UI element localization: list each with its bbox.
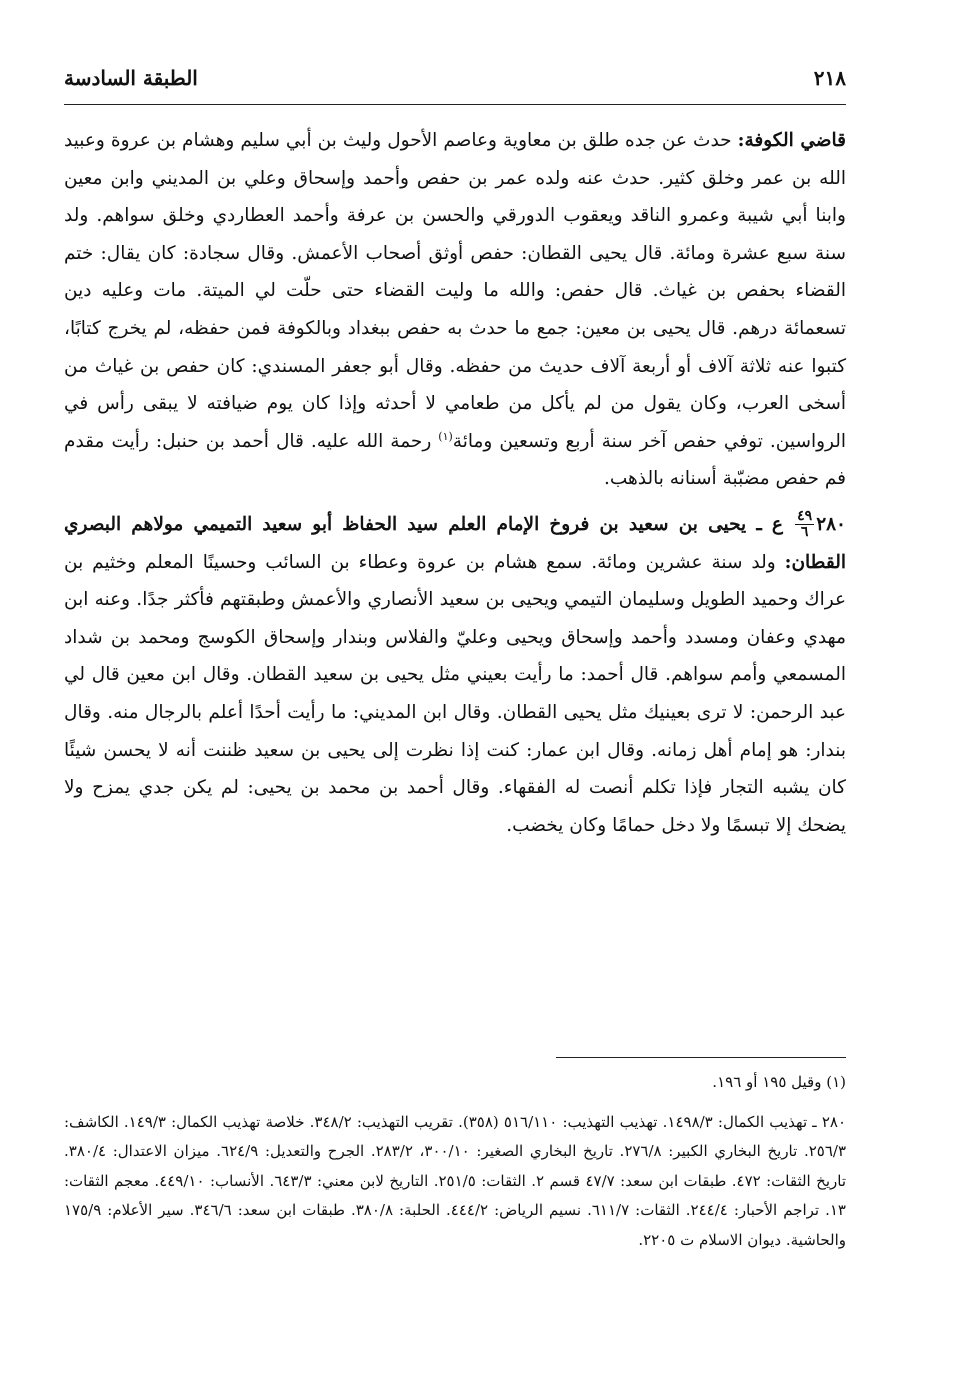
header-rule bbox=[64, 104, 846, 105]
footnote-rule bbox=[556, 1057, 846, 1058]
paragraph-lead: قاضي الكوفة: bbox=[737, 130, 846, 151]
running-title: الطبقة السادسة bbox=[64, 66, 198, 90]
paragraph-hafs bbox=[64, 122, 846, 498]
main-text bbox=[64, 122, 846, 844]
footnote-ref[interactable]: (١) bbox=[438, 429, 453, 443]
entry-text: ولد سنة عشرين ومائة. سمع هشام بن عروة وعطاء بن السائب وحسينًا المعلم وخثيم بن عراك وحميد الطويل وسليمان التيمي ويحيى بن سعيد الأنصاري والأعمش وطبقتهم فأكثر جدًا. وعنه ابن مهدي وعفان ومسدد وأحمد وإسحاق ويحيى وعليّ والفلاس وبندار وإسحاق الكوسج ومحمد بن شداد المسمعي وأمم سواهم. قال أحمد: ما رأيت بعيني مثل يحيى بن سعيد القطان. وقال ابن معين قال لي عبد الرحمن: لا ترى بعينيك مثل يحيى القطان. وقال ابن المديني: ما رأيت أحدًا أعلم بالرجال منه. وقال بندار: هو إمام أهل زمانه. وقال ابن عمار: كنت إذا نظرت إلى يحيى بن سعيد ظننت أنه لا يحسن شيئًا كان يشبه التجار فإذا تكلم أنصت له الفقهاء. وقال أحمد بن محمد بن يحيى: لم يكن جدي يمزح ولا يضحك إلا تبسمًا ولا دخل حمامًا وكان يخضب. bbox=[64, 551, 846, 836]
footnote-1: (١) وقيل ١٩٥ أو ١٩٦. bbox=[712, 1073, 846, 1091]
fraction-top: ٤٩ bbox=[797, 508, 813, 525]
page-number: ٢١٨ bbox=[813, 66, 846, 90]
footnote-280-sources: ٢٨٠ ـ تهذيب الكمال: ١٤٩٨/٣. تهذيب التهذيب: ٥١٦/١١٠ (٣٥٨). تقريب التهذيب: ٣٤٨/٢. خلاصة تهذيب الكمال: ١٤٩/٣. الكاشف: ٢٥٦/٣. تاريخ البخاري الكبير: ٢٧٦/٨. تاريخ البخاري الصغير: ٣٠٠/١٠، ٢٨٣/٢. الجرح والتعديل: ٦٢٤/٩. ميزان الاعتدال: ٣٨٠/٤. تاريخ الثقات: ٤٧٢. طبقات ابن سعد: ٤٧/٧ قسم ٢. الثقات: ٢٥١/٥. التاريخ لابن معني: ٦٤٣/٣. الأنساب: ٤٤٩/١٠. معجم الثقات: ١٣. تراجم الأحبار: ٢٤٤/٤. الثقات: ٦١١/٧. نسيم الرياض: ٤٤٤/٢. الحلبة: ٣٨٠/٨. طبقات ابن سعد: ٣٤٦/٦. سير الأعلام: ١٧٥/٩ والحاشية. ديوان الاسلام ت ٢٢٠٥. bbox=[64, 1112, 847, 1249]
page-header bbox=[64, 58, 846, 98]
footnotes bbox=[64, 1068, 846, 1255]
entry-heading: ع ـ يحيى بن سعيد بن فروخ الإمام العلم سيد الحفاظ أبو سعيد التميمي مولاهم البصري القطان: bbox=[64, 513, 846, 573]
paragraph-text-end: رحمة الله عليه. قال أحمد بن حنبل: رأيت مقدم فم حفص مضبّبة أسنانه بالذهب. bbox=[64, 430, 846, 490]
entry-number: ٢٨٠ bbox=[816, 513, 846, 535]
entry-280 bbox=[64, 506, 846, 844]
paragraph-text: حدث عن جده طلق بن معاوية وعاصم الأحول وليث بن أبي سليم وهشام بن عروة وعبيد الله بن عمر وخلق كثير. حدث عنه ولده عمر بن حفص وأحمد وإسحاق وعلي بن المديني وابن معين وابنا أبي شيبة وعمرو الناقد ويعقوب الدورقي والحسن بن عرفة وأحمد العطاردي وخلق سواهم. ولد سنة سبع عشرة ومائة. قال يحيى القطان: حفص أوثق أصحاب الأعمش. وقال سجادة: كان يقال: ختم القضاء بحفص بن غياث. قال حفص: والله ما وليت القضاء حتى حلّت لي الميتة. مات وعليه دين تسعمائة درهم. قال يحيى بن معين: جمع ما حدث به حفص ببغداد وبالكوفة فمن حفظه، لم يخرج كتابًا، كتبوا عنه ثلاثة آلاف أو أربعة آلاف حديث من حفظه. وقال أبو جعفر المسندي: كان حفص بن غياث من أسخى العرب، وكان يقول من لم يأكل من طعامي لا أحدثه وإذا كان يوم ضيافته لا يبقى رأس في الرواسين. توفي حفص آخر سنة أربع وتسعين ومائة bbox=[64, 130, 847, 452]
entry-fraction bbox=[795, 509, 814, 540]
fraction-bottom: ٦ bbox=[800, 524, 809, 541]
